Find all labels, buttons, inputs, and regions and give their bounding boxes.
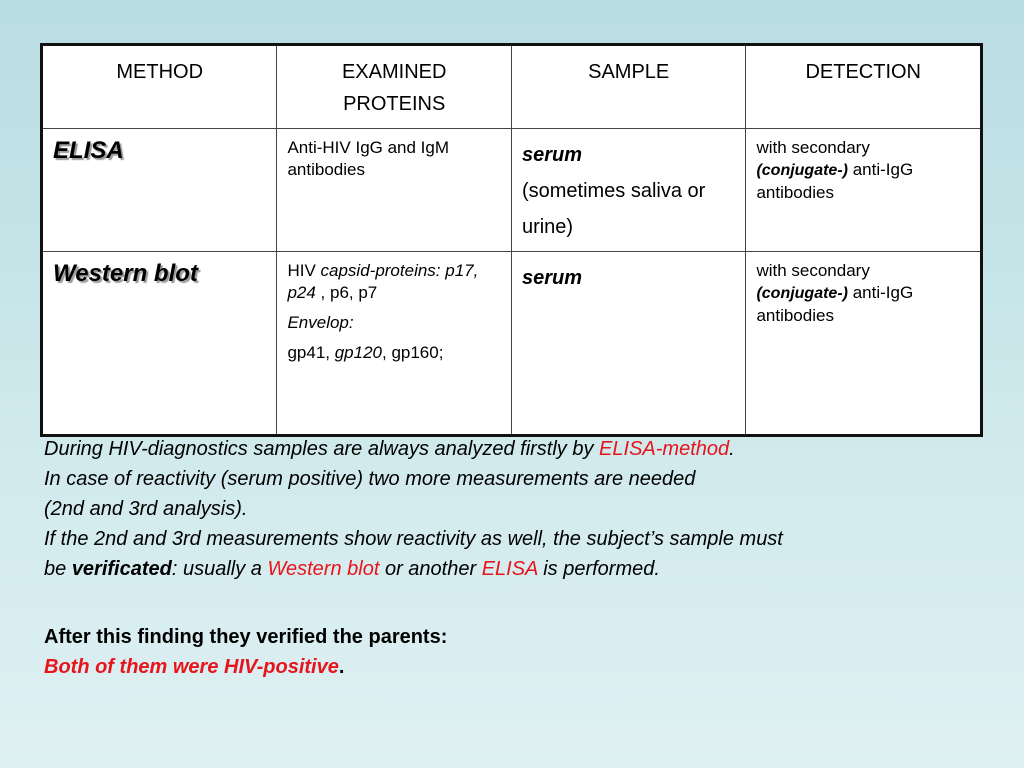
body-line-1-text: During HIV-diagnostics samples are always analyzed firstly by [44,438,600,460]
header-sample: SAMPLE [511,45,745,129]
finding-line-1: After this finding they verified the parents: [44,626,448,648]
western-proteins-cell [277,252,512,436]
elisa-sample-extra: (sometimes saliva or urine) [521,180,706,238]
western-sample-main: serum [521,267,582,289]
table-row-elisa [42,129,982,252]
western-proteins-rest: , p6, p7 [320,283,378,302]
body-line-4: If the 2nd and 3rd measurements show reactivity as well, the subject’s sample must [44,528,783,550]
body-line-3: (2nd and 3rd analysis). [44,498,248,520]
elisa-method-highlight: ELISA-method [599,438,730,460]
western-method-cell: Western blot [42,252,277,436]
diagnostics-explanation [44,434,1004,584]
hiv-positive-highlight: Both of them were HIV-positive [44,656,339,678]
table-row-western-blot [42,252,982,436]
western-proteins-hiv: HIV [287,261,321,280]
western-proteins-gp120: gp120 [334,343,382,362]
finding-line-2-end: . [338,656,345,678]
body-line-2: In case of reactivity (serum positive) two more measurements are needed [44,468,696,490]
western-proteins-gp41: gp41, [287,343,335,362]
header-detection: DETECTION [746,45,982,129]
hiv-methods-table [40,43,983,437]
western-proteins-gp-line [287,342,501,364]
western-proteins-capsid: capsid-proteins: p17, p24 [287,261,479,302]
elisa-detection-rest: anti-IgG antibodies [756,160,914,202]
western-detection-rest: anti-IgG antibodies [756,283,914,325]
elisa-highlight: ELISA [481,558,538,580]
elisa-detection-conjugate: (conjugate-) [756,162,848,179]
body-line-1 [44,434,1004,464]
elisa-sample-main: serum [521,144,582,166]
western-detection-line1: with secondary [756,261,870,280]
body-line-5-d: is performed. [537,558,660,580]
finding-line-2 [44,652,1004,682]
western-detection-cell [746,252,982,436]
western-proteins-envelop: Envelop: [287,313,354,332]
header-proteins-line1: EXAMINED [341,61,447,83]
body-line-5-b: : usually a [171,558,268,580]
western-detection-conjugate: (conjugate-) [756,285,848,302]
elisa-method-cell: ELISA [42,129,277,252]
western-proteins-gp160: , gp160; [382,343,444,362]
header-proteins-line2: PROTEINS [343,93,446,115]
parents-finding [44,622,1004,682]
elisa-proteins-cell: Anti-HIV IgG and IgM antibodies [277,129,512,252]
body-line-5 [44,554,1004,584]
header-method: METHOD [42,45,277,129]
elisa-sample-cell [511,129,745,252]
body-line-1-end: . [729,438,735,460]
verificated-emphasis: verificated [71,558,172,580]
body-line-5-a: be [44,558,72,580]
elisa-detection-line1: with secondary [756,138,870,157]
table-header-row [42,45,982,129]
body-line-5-c: or another [379,558,482,580]
header-examined-proteins [277,45,512,129]
elisa-detection-cell [746,129,982,252]
western-blot-highlight: Western blot [267,558,380,580]
western-sample-cell [511,252,745,436]
